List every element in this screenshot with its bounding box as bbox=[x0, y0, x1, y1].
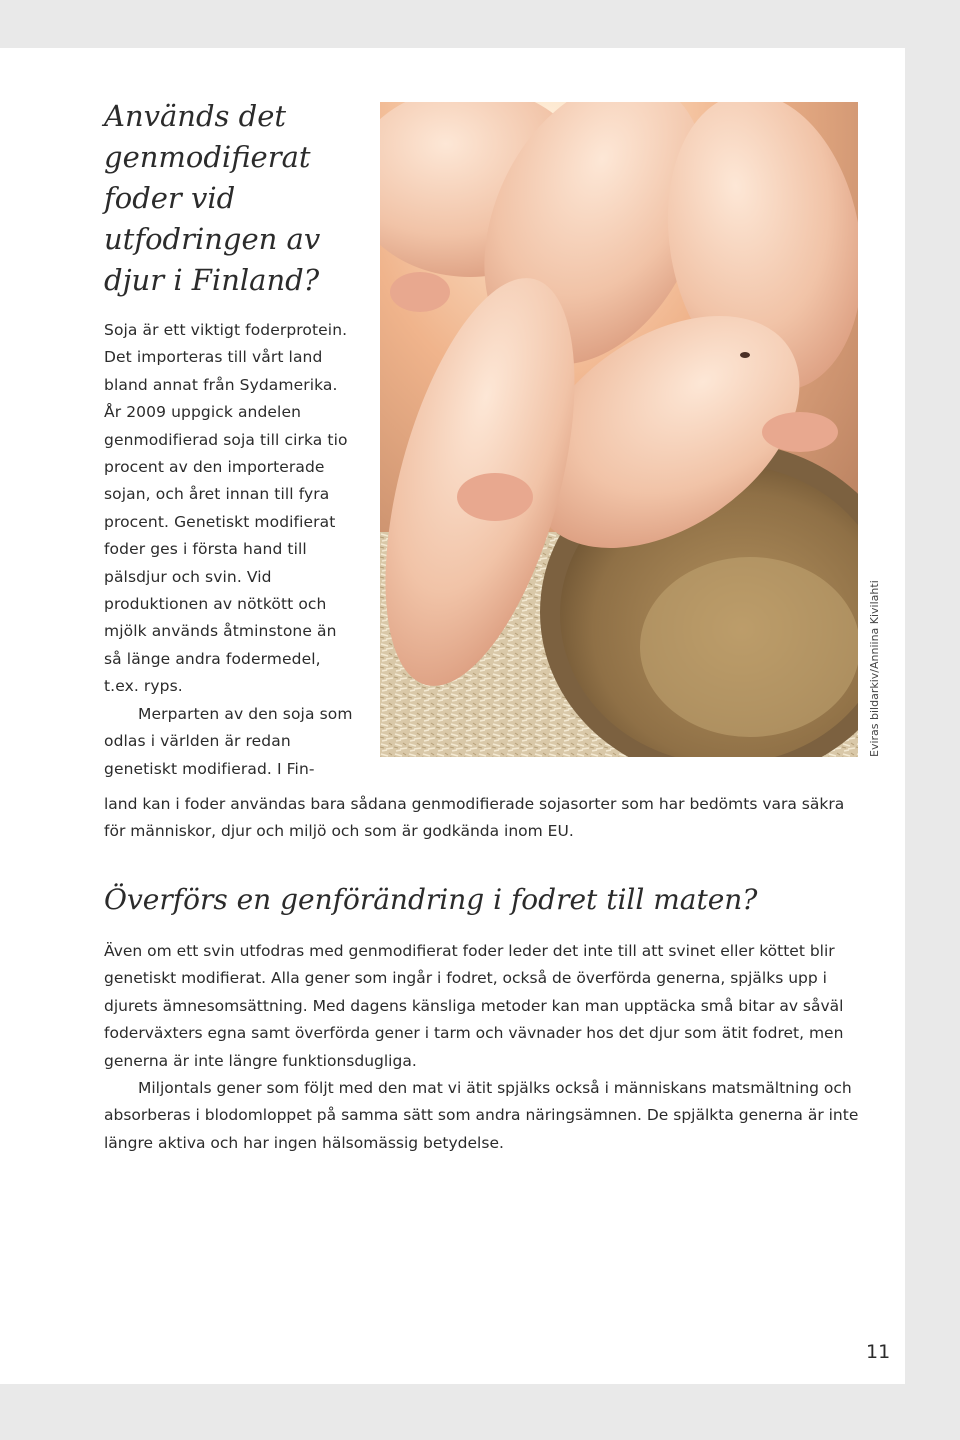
intro-paragraph-1: Soja är ett viktigt foderprotein. Det importeras till vårt land bland annat från Sydamerika. År 2009 uppgick andelen genmodifierad soja till cirka tio procent av den importerade sojan, och året innan till fyra procent. Genetiskt modifierat foder ges i första hand till pälsdjur och svin. Vid produktionen av nötkött och mjölk används åtminstone än så länge andra fodermedel, t.ex. ryps. bbox=[104, 321, 348, 696]
photo-credit: Eviras bildarkiv/Anniina Kivilahti bbox=[868, 580, 881, 757]
heading-gm-feed-finland: Används det genmodifierat foder vid utfodringen av djur i Finland? bbox=[104, 99, 321, 297]
section-2-paragraph-2: Miljontals gener som följt med den mat vi ätit spjälks också i människans matsmältning och absorberas i blodomloppet på samma sätt som andra näringsämnen. De spjälkta generna är inte längre aktiva och har ingen hälsomässig betydelse. bbox=[104, 1079, 859, 1152]
intro-paragraph-2: Merparten av den soja som odlas i världen är redan genetiskt modifierad. I Fin- bbox=[104, 704, 353, 778]
intro-column bbox=[104, 317, 356, 783]
piglets-illustration bbox=[380, 102, 858, 757]
page-number: 11 bbox=[866, 1341, 891, 1363]
section-2-paragraph-1: Även om ett svin utfodras med genmodifierat foder leder det inte till att svinet eller köttet blir genetiskt modifierat. Alla gener som ingår i fodret, också de överförda generna, spjälks upp i djurets ämnesomsättning. Med dagens känsliga metoder kan man upptäcka små bitar av såväl foderväxters egna samt överförda gener i tarm och vävnader hos det djur som ätit fodret, men generna är inte längre funktionsdugliga. bbox=[104, 942, 844, 1070]
heading-gene-transfer: Överförs en genförändring i fodret till maten? bbox=[104, 883, 758, 916]
intro-paragraph-2-continued: land kan i foder användas bara sådana genmodifierade sojasorter som har bedömts vara säkra för människor, djur och miljö och som är godkända inom EU. bbox=[104, 795, 845, 841]
section-2-body bbox=[104, 938, 861, 1157]
piglets-photo bbox=[380, 102, 858, 757]
